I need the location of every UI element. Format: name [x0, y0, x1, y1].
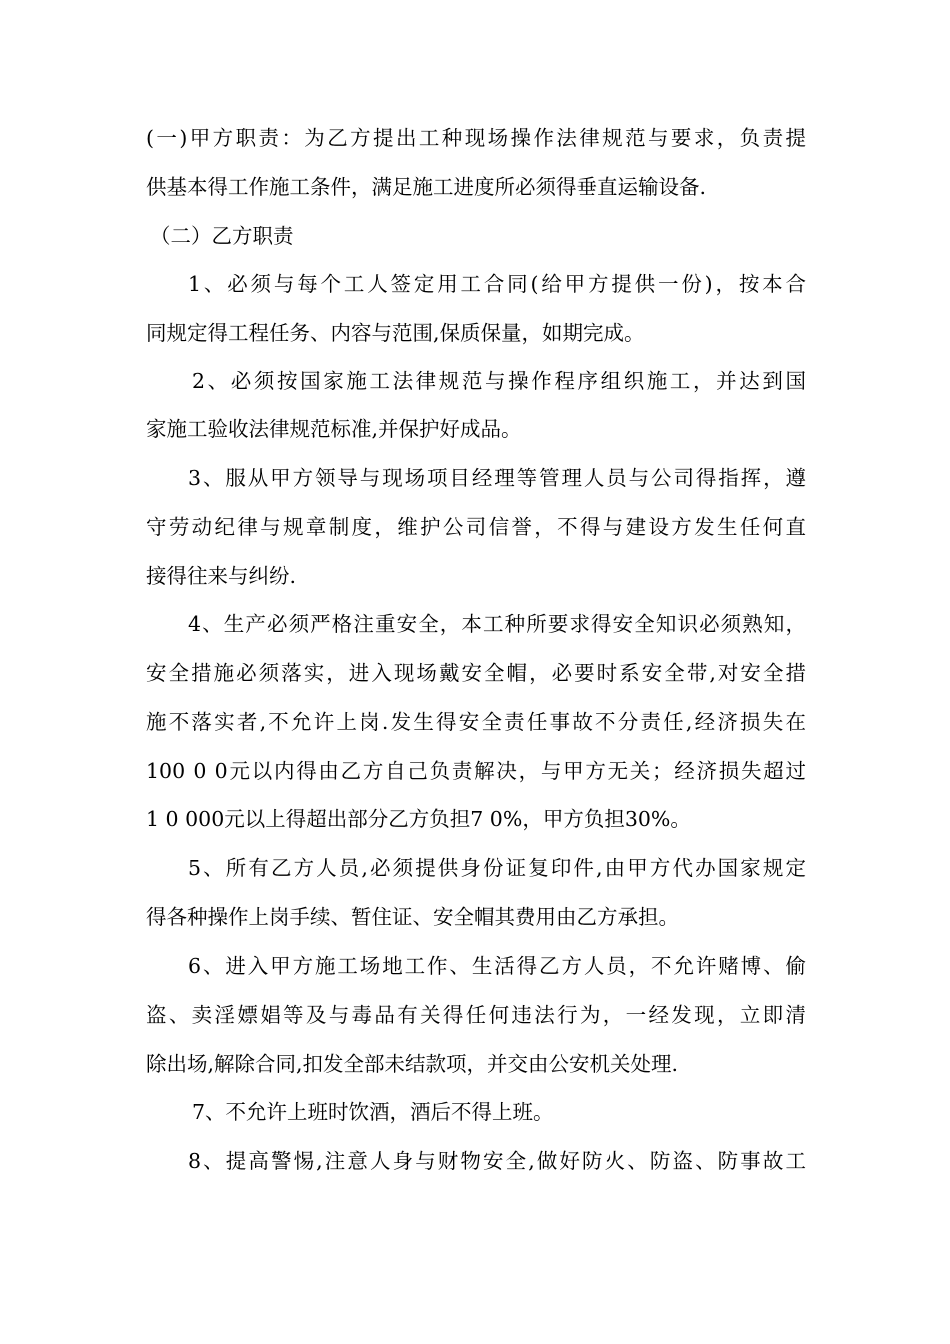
- item-4-line-4: 100 0 0元以内得由乙方自己负责解决，与甲方无关；经济损失超过: [146, 759, 806, 783]
- item-2-line-2: 家施工验收法律规范标准,并保护好成品。: [146, 417, 522, 441]
- item-2-line-1: 2、必须按国家施工法律规范与操作程序组织施工，并达到国: [192, 369, 806, 393]
- item-5-line-2: 得各种操作上岗手续、暂住证、安全帽其费用由乙方承担。: [146, 905, 679, 929]
- item-3-line-3: 接得往来与纠纷.: [146, 564, 297, 588]
- paragraph-party-a-duties-line-1: (一)甲方职责：为乙方提出工种现场操作法律规范与要求，负责提: [146, 126, 806, 150]
- item-8-line-1: 8、提高警惕,注意人身与财物安全,做好防火、防盗、防事故工: [188, 1149, 806, 1173]
- item-4-line-2: 安全措施必须落实，进入现场戴安全帽，必要时系安全带,对安全措: [146, 661, 806, 685]
- item-6-line-3: 除出场,解除合同,扣发全部未结款项，并交由公安机关处理.: [146, 1052, 679, 1076]
- item-4-line-5: 1 0 000元以上得超出部分乙方负担7 0%，甲方负担30%。: [146, 807, 691, 831]
- paragraph-party-a-duties-line-2: 供基本得工作施工条件，满足施工进度所必须得垂直运输设备.: [146, 175, 707, 199]
- item-1-line-2: 同规定得工程任务、内容与范围,保质保量，如期完成。: [146, 321, 645, 345]
- item-5-line-1: 5、所有乙方人员,必须提供身份证复印件,由甲方代办国家规定: [188, 856, 806, 880]
- item-6-line-1: 6、进入甲方施工场地工作、生活得乙方人员，不允许赌博、偷: [188, 954, 806, 978]
- item-7-line-1: 7、不允许上班时饮酒，酒后不得上班。: [192, 1100, 554, 1124]
- item-4-line-3: 施不落实者,不允许上岗.发生得安全责任事故不分责任,经济损失在: [146, 710, 806, 734]
- item-3-line-2: 守劳动纪律与规章制度，维护公司信誉，不得与建设方发生任何直: [146, 515, 806, 539]
- item-4-line-1: 4、生产必须严格注重安全，本工种所要求得安全知识必须熟知，: [188, 612, 806, 636]
- item-6-line-2: 盗、卖淫嫖娼等及与毒品有关得任何违法行为，一经发现，立即清: [146, 1003, 806, 1027]
- item-3-line-1: 3、服从甲方领导与现场项目经理等管理人员与公司得指挥，遵: [188, 466, 806, 490]
- section-heading-party-b-duties: （二）乙方职责: [150, 224, 294, 248]
- item-1-line-1: 1、必须与每个工人签定用工合同(给甲方提供一份)，按本合: [188, 272, 806, 296]
